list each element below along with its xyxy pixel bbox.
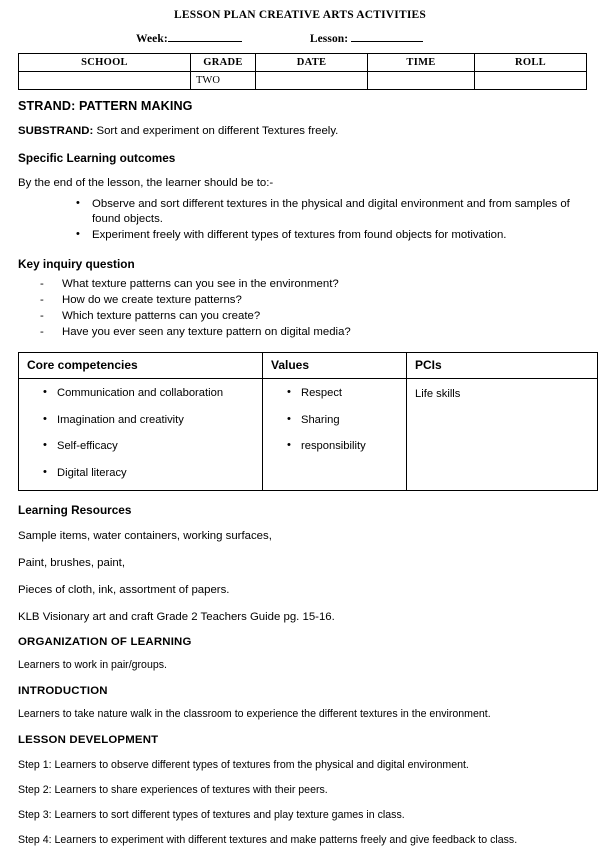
core-competencies-list <box>27 387 254 480</box>
header-time: TIME <box>368 53 475 71</box>
table-row <box>19 71 587 89</box>
lesson-blank-rule <box>351 33 423 42</box>
page-title: LESSON PLAN CREATIVE ARTS ACTIVITIES <box>174 9 426 21</box>
substrand-text: Sort and experiment on different Textures freely. <box>93 124 339 137</box>
cell-roll[interactable] <box>475 71 587 89</box>
header-values: Values <box>263 353 407 379</box>
header-pcis: PCIs <box>407 353 598 379</box>
cell-grade[interactable]: TWO <box>191 71 256 89</box>
list-item: • Imagination and creativity <box>57 414 254 427</box>
cell-values <box>263 379 407 491</box>
values-list <box>271 387 398 453</box>
lesson-step: Step 4: Learners to experiment with different textures and make patterns freely and give feedback to class. <box>18 833 518 846</box>
key-inquiry-heading: Key inquiry question <box>18 256 135 271</box>
list-item: • responsibility <box>301 440 398 453</box>
lesson-step: Step 2: Learners to share experiences of textures with their peers. <box>18 783 328 796</box>
table-header-row <box>19 53 587 71</box>
list-item: • Self-efficacy <box>57 440 254 453</box>
competency-table <box>18 352 598 491</box>
organization-heading: ORGANIZATION OF LEARNING <box>18 636 192 649</box>
table-row <box>19 379 598 491</box>
list-item: • Sharing <box>301 414 398 427</box>
cell-core-competencies <box>19 379 263 491</box>
cell-pcis <box>407 379 598 491</box>
cell-time[interactable] <box>368 71 475 89</box>
lesson-step: Step 1: Learners to observe different types of textures from the physical and digital environment. <box>18 758 469 771</box>
header-roll: ROLL <box>475 53 587 71</box>
week-blank-rule <box>168 33 242 42</box>
week-label: Week: <box>136 32 168 45</box>
learning-resource-line: Pieces of cloth, ink, assortment of papers. <box>18 583 230 596</box>
list-item: - Have you ever seen any texture pattern on digital media? <box>62 324 600 340</box>
lesson-step: Step 3: Learners to sort different types of textures and play texture games in class. <box>18 808 405 821</box>
lesson-development-heading: LESSON DEVELOPMENT <box>18 733 159 746</box>
list-item: - What texture patterns can you see in the environment? <box>62 276 600 292</box>
list-item: • Communication and collaboration <box>57 387 254 400</box>
specific-learning-outcomes-heading: Specific Learning outcomes <box>18 150 176 165</box>
header-date: DATE <box>256 53 368 71</box>
learning-outcomes-list <box>0 197 600 244</box>
lesson-label: Lesson: <box>309 32 349 45</box>
learning-resource-line: KLB Visionary art and craft Grade 2 Teachers Guide pg. 15-16. <box>18 610 335 623</box>
header-school: SCHOOL <box>19 53 191 71</box>
list-item: • Observe and sort different textures in the physical and digital environment and from samples of found objects. <box>92 197 575 228</box>
lesson-info-table <box>18 53 587 90</box>
list-item: • Experiment freely with different types of textures from found objects for motivation. <box>92 228 575 243</box>
outcomes-intro: By the end of the lesson, the learner should be to:- <box>18 176 274 189</box>
organization-text: Learners to work in pair/groups. <box>18 659 167 672</box>
list-item: • Digital literacy <box>57 467 254 480</box>
substrand-line <box>18 113 600 139</box>
header-core-competencies: Core competencies <box>19 353 263 379</box>
cell-date[interactable] <box>256 71 368 89</box>
learning-resource-line: Paint, brushes, paint, <box>18 556 126 569</box>
key-inquiry-list <box>0 276 600 341</box>
learning-resources-heading: Learning Resources <box>18 503 132 518</box>
introduction-heading: INTRODUCTION <box>18 685 108 698</box>
list-item: - Which texture patterns can you create? <box>62 308 600 324</box>
introduction-text: Learners to take nature walk in the classroom to experience the different textures in the environment. <box>18 708 491 721</box>
list-item: • Respect <box>301 387 398 400</box>
week-lesson-line <box>0 33 600 45</box>
table-header-row <box>19 353 598 379</box>
list-item: - How do we create texture patterns? <box>62 292 600 308</box>
substrand-label: SUBSTRAND: <box>18 124 94 137</box>
pci-value: Life skills <box>415 388 461 401</box>
cell-school[interactable] <box>19 71 191 89</box>
strand-heading: STRAND: PATTERN MAKING <box>18 98 193 113</box>
learning-resource-line: Sample items, water containers, working surfaces, <box>18 530 272 543</box>
header-grade: GRADE <box>191 53 256 71</box>
